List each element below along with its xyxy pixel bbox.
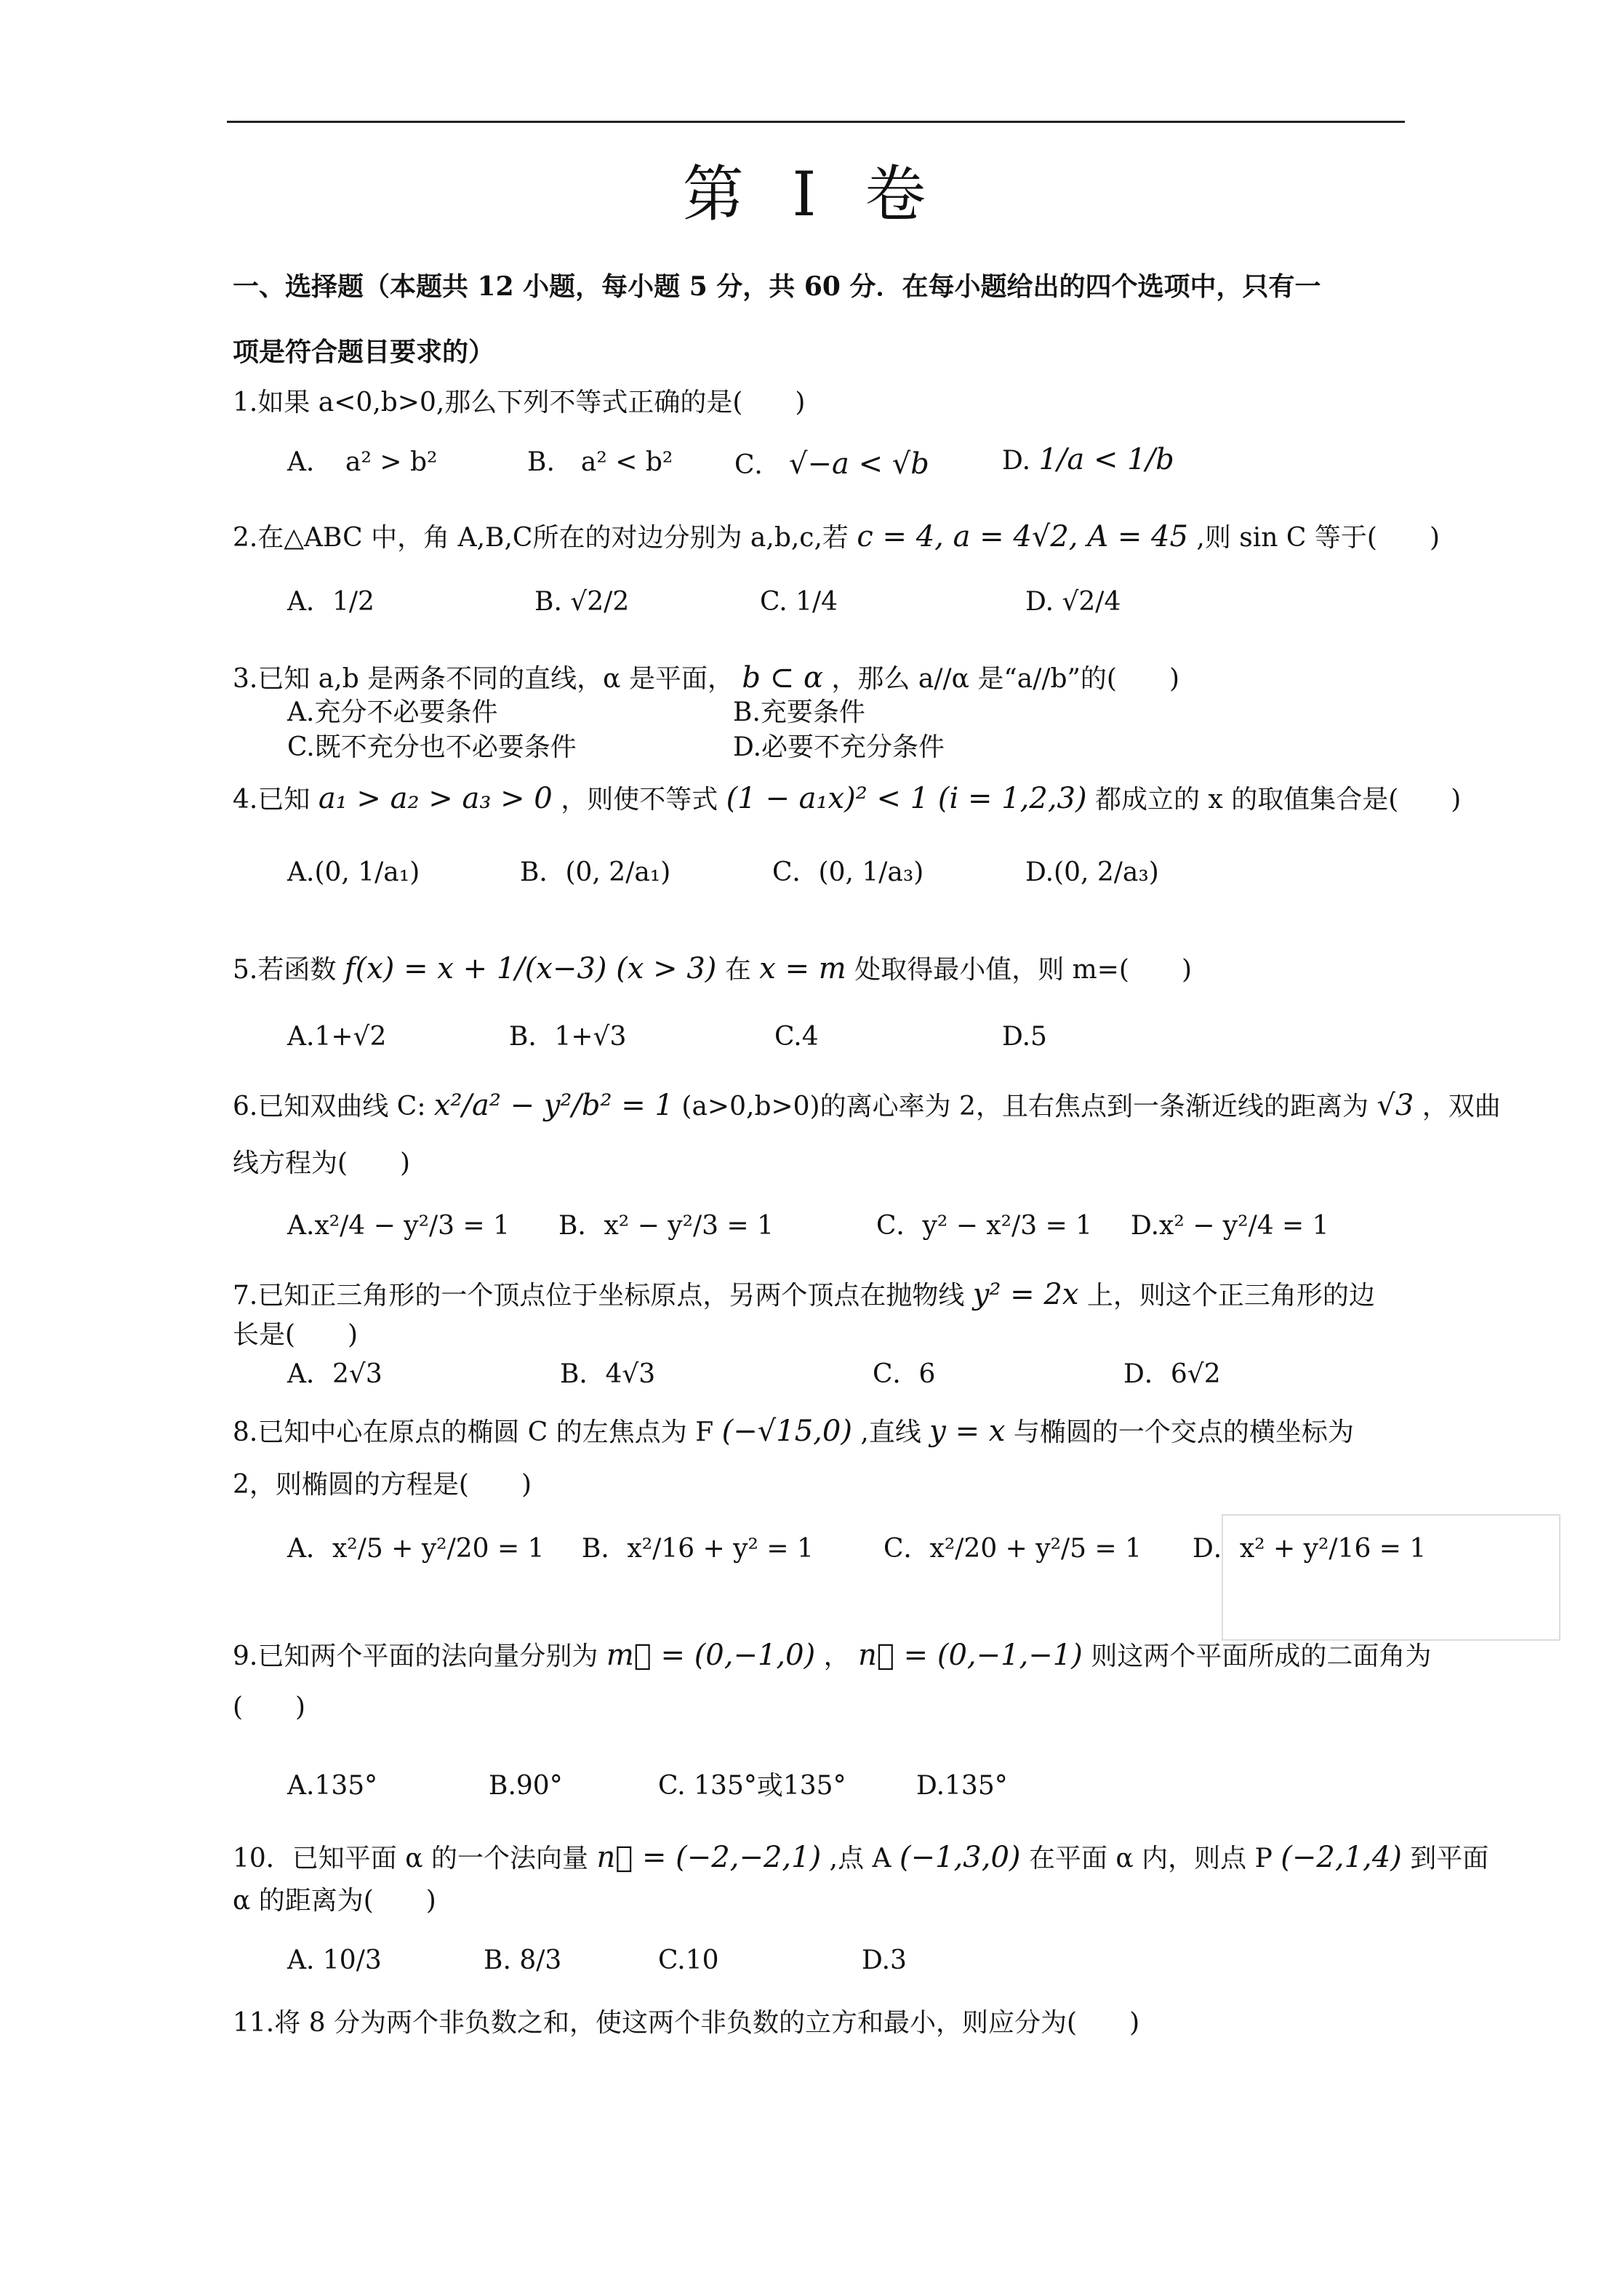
q3-stem-pre: 3.已知 a,b 是两条不同的直线，α 是平面， [233, 664, 734, 694]
q2-stem-pre: 2.在△ABC 中，角 A,B,C所在的对边分别为 a,b,c,若 [233, 523, 849, 553]
q3-stem-post: ，那么 a//α 是“a//b”的( ) [831, 664, 1180, 694]
q4-stem-post: 都成立的 x 的取值集合是( ) [1095, 785, 1462, 815]
q1-option-a: A． a² > b² [287, 447, 438, 477]
q4-stem-mid: ，则使不等式 [561, 785, 718, 815]
q9-stem-math: m⃗ = (0,−1,0) [606, 1639, 816, 1672]
q2-stem-post: ,则 sin C 等于( ) [1196, 523, 1440, 553]
section-heading-line2: 项是符合题目要求的） [233, 337, 495, 367]
q10-option-d: D.3 [862, 1945, 907, 1975]
q4-stem [233, 784, 1461, 813]
q10-stem-math2: (−1,3,0) [899, 1841, 1021, 1874]
q5-option-d: D.5 [1002, 1022, 1047, 1052]
q8-option-d: D．x² + y²/16 = 1 [1193, 1534, 1427, 1564]
q10-stem-math: n⃗ = (−2,−2,1) [596, 1841, 822, 1874]
q6-option-d: D.x² − y²/4 = 1 [1131, 1211, 1329, 1241]
q4-stem-math2: (1 − a₁x)² < 1 (i = 1,2,3) [726, 782, 1087, 815]
q7-stem-math: y² = 2x [972, 1278, 1079, 1311]
q6-stem-post: (a>0,b>0)的离心率为 2，且右焦点到一条渐近线的距离为 [681, 1092, 1368, 1121]
q5-option-b: B．1+√3 [509, 1022, 627, 1052]
q3-option-d: D.必要不充分条件 [733, 732, 945, 762]
q4-option-c: C．(0, 1/a₃) [772, 857, 924, 887]
q8-stem-pre: 8.已知中心在原点的椭圆 C 的左焦点为 F [233, 1417, 714, 1447]
q4-stem-pre: 4.已知 [233, 785, 310, 815]
q2-stem [233, 522, 1440, 551]
q5-stem-post: 处取得最小值，则 m=( ) [854, 955, 1193, 985]
q2-option-a: A．1/2 [287, 587, 374, 617]
q1-option-d [1002, 445, 1174, 474]
q2-option-b: B. √2/2 [534, 587, 630, 617]
q5-stem [233, 954, 1192, 983]
q1-option-b: B. a² < b² [527, 447, 673, 477]
q4-stem-math1: a₁ > a₂ > a₃ > 0 [318, 782, 553, 815]
q9-stem-math2: n⃗ = (0,−1,−1) [858, 1639, 1083, 1672]
q10-stem-mid2: 在平面 α 内，则点 P [1028, 1844, 1273, 1873]
q9-stem-line2: ( ) [233, 1692, 306, 1722]
q6-stem-end: ，双曲 [1422, 1092, 1501, 1121]
q9-stem [233, 1641, 1431, 1670]
q6-stem-math: x²/a² − y²/b² = 1 [433, 1089, 673, 1122]
q10-stem-post: 到平面 [1410, 1844, 1489, 1873]
q5-stem-pre: 5.若函数 [233, 955, 337, 985]
q5-option-c: C.4 [774, 1022, 819, 1052]
q4-option-d: D.(0, 2/a₃) [1025, 857, 1159, 887]
q5-stem-mid: 在 [724, 955, 751, 985]
q10-stem-math3: (−2,1,4) [1281, 1841, 1402, 1874]
q10-stem-line2: α 的距离为( ) [233, 1886, 436, 1916]
q9-option-d: D.135° [916, 1771, 1008, 1801]
q11-stem: 11.将 8 分为两个非负数之和，使这两个非负数的立方和最小，则应分为( ) [233, 2008, 1140, 2038]
q6-option-c: C．y² − x²/3 = 1 [876, 1211, 1093, 1241]
q2-option-d: D. √2/4 [1025, 587, 1121, 617]
q3-option-b: B.充要条件 [733, 697, 865, 727]
q1-option-c-label: C． [734, 450, 781, 480]
q10-stem-mid: ,点 A [829, 1844, 891, 1873]
q9-option-c: C. 135°或135° [658, 1771, 846, 1801]
q5-stem-math2: x = m [759, 952, 846, 985]
q9-stem-pre: 9.已知两个平面的法向量分别为 [233, 1641, 598, 1671]
q8-option-b: B．x²/16 + y² = 1 [582, 1534, 814, 1564]
q1-option-d-label: D. [1002, 446, 1031, 476]
q2-stem-math: c = 4, a = 4√2, A = 45 [857, 520, 1188, 553]
q9-option-a: A.135° [287, 1771, 378, 1801]
q10-stem-pre: 10．已知平面 α 的一个法向量 [233, 1844, 589, 1873]
q6-stem [233, 1091, 1501, 1120]
q7-option-d: D．6√2 [1123, 1359, 1221, 1389]
q1-option-d-math: 1/a < 1/b [1038, 443, 1174, 476]
q4-option-b: B．(0, 2/a₁) [520, 857, 671, 887]
q9-option-b: B.90° [489, 1771, 563, 1801]
q1-option-c [734, 449, 929, 479]
q5-stem-math: f(x) = x + 1/(x−3) (x > 3) [344, 952, 717, 985]
section-heading-line1: 一、选择题（本题共 12 小题，每小题 5 分，共 60 分．在每小题给出的四个选项中，只有一 [233, 271, 1321, 302]
watermark-box [1222, 1514, 1560, 1641]
q7-stem-line2: 长是( ) [233, 1320, 358, 1350]
q8-stem-math2: y = x [929, 1415, 1006, 1448]
q6-stem-math2: √3 [1376, 1089, 1414, 1122]
q8-stem [233, 1417, 1354, 1446]
q10-option-b: B. 8/3 [484, 1945, 562, 1975]
q3-option-a: A.充分不必要条件 [287, 697, 498, 727]
q10-option-c: C.10 [658, 1945, 719, 1975]
q3-stem [233, 661, 1180, 695]
header-rule [227, 121, 1405, 123]
q7-stem-pre: 7.已知正三角形的一个顶点位于坐标原点，另两个顶点在抛物线 [233, 1281, 965, 1311]
q2-option-c: C. 1/4 [760, 587, 838, 617]
q1-option-c-math: √−a < √b [789, 447, 929, 481]
q6-option-a: A.x²/4 − y²/3 = 1 [287, 1211, 510, 1241]
q9-stem-mid: ， [823, 1641, 850, 1671]
q8-stem-math: (−√15,0) [721, 1415, 852, 1448]
q7-stem-post: 上，则这个正三角形的边 [1086, 1281, 1375, 1311]
q7-option-a: A．2√3 [287, 1359, 382, 1389]
q7-stem [233, 1280, 1375, 1309]
q1-stem: 1.如果 a<0,b>0,那么下列不等式正确的是( ) [233, 388, 806, 417]
q7-option-c: C．6 [873, 1359, 936, 1389]
q7-option-b: B．4√3 [560, 1359, 656, 1389]
q3-option-c: C.既不充分也不必要条件 [287, 732, 577, 762]
q6-stem-pre: 6.已知双曲线 C: [233, 1092, 426, 1121]
page-title: 第 I 卷 [682, 159, 941, 230]
q10-option-a: A. 10/3 [287, 1945, 382, 1975]
q8-stem-post: 与椭圆的一个交点的横坐标为 [1013, 1417, 1354, 1447]
q8-option-c: C．x²/20 + y²/5 = 1 [883, 1534, 1142, 1564]
q3-stem-math: b ⊂ α [742, 661, 823, 695]
q10-stem [233, 1843, 1488, 1872]
q8-stem-mid: ,直线 [860, 1417, 921, 1447]
q6-option-b: B．x² − y²/3 = 1 [558, 1211, 774, 1241]
q4-option-a: A.(0, 1/a₁) [287, 857, 420, 887]
q8-option-a: A．x²/5 + y²/20 = 1 [287, 1534, 545, 1564]
q6-stem-line2: 线方程为( ) [233, 1148, 411, 1178]
q5-option-a: A.1+√2 [287, 1022, 387, 1052]
q8-stem-line2: 2，则椭圆的方程是( ) [233, 1470, 532, 1500]
q9-stem-post: 则这两个平面所成的二面角为 [1091, 1641, 1432, 1671]
